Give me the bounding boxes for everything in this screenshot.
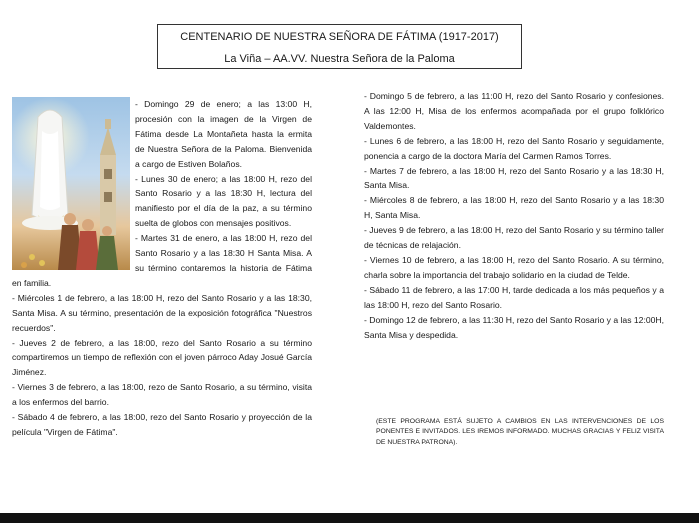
list-item: - Miércoles 1 de febrero, a las 18:00 H, rezo del Santo Rosario y a las 18:30, Santa Misa. A su término, presentación de la exposición fotográfica "Nuestros recuerdos".: [12, 292, 312, 333]
list-item: - Miércoles 8 de febrero, a las 18:00 H, rezo del Santo Rosario y a las 18:30 H, Santa Misa.: [364, 195, 664, 221]
list-item: - Domingo 29 de enero; a las 13:00 H, procesión con la imagen de la Virgen de Fátima desde La Montañeta hasta la ermita de Nuestra Señora de la Paloma. Bienvenida a cargo de Estiven Bolaños.: [135, 99, 312, 169]
list-item: - Viernes 3 de febrero, a las 18:00, rezo de Santo Rosario, a su término, visita a los enfermos del barrio.: [12, 382, 312, 408]
bottom-bar: [0, 513, 699, 523]
list-item: - Lunes 30 de enero; a las 18:00 H, rezo del Santo Rosario y a las 18:30 H, lectura del manifiesto por el día de la paz, a su término suelta de globos con mensajes positivos.: [135, 173, 312, 229]
title-box: [157, 24, 522, 69]
list-item: - Sábado 11 de febrero, a las 17:00 H, tarde dedicada a los más pequeños y a las 18:00 H, rezo del Santo Rosario.: [364, 284, 664, 310]
list-item: - Sábado 4 de febrero, a las 18:00, rezo del Santo Rosario y proyección de la película "Virgen de Fátima".: [12, 412, 312, 437]
list-item: - Martes 31 de enero, a las 18:00 H, rezo del Santo Rosario y a las 18:30 H Santa Misa. A su término contaremos la historia de Fátima en familia.: [12, 233, 312, 288]
list-item: - Viernes 10 de febrero, a las 18:00 H, rezo del Santo Rosario. A su término, charla sobre la importancia del trabajo solidario en la ciudad de Telde.: [364, 254, 664, 280]
list-item: - Lunes 6 de febrero, a las 18:00 H, rezo del Santo Rosario y seguidamente, ponencia a cargo de la doctora María del Carmen Ramos Torres.: [364, 135, 664, 161]
page-title: CENTENARIO DE NUESTRA SEÑORA DE FÁTIMA (1917-2017): [180, 31, 499, 43]
list-item: - Domingo 5 de febrero, a las 11:00 H, rezo del Santo Rosario y confesiones. A las 12:00 H, Misa de los enfermos acompañada por el grupo folklórico Valdemontes.: [364, 91, 664, 131]
list-item: - Domingo 12 de febrero, a las 11:30 H, rezo del Santo Rosario y a las 12:00H, Santa Misa y despedida.: [364, 314, 664, 340]
schedule-left-column: [12, 97, 312, 440]
schedule-right-column: [364, 89, 664, 342]
page-subtitle: La Viña – AA.VV. Nuestra Señora de la Paloma: [224, 53, 455, 65]
disclaimer-note: (ESTE PROGRAMA ESTÁ SUJETO A CAMBIOS EN LAS INTERVENCIONES DE LOS PONENTES E INVITADOS. LES IREMOS INFORMADO. MUCHAS GRACIAS Y FELIZ VISITA DE NUESTRA PATRONA).: [376, 418, 664, 446]
list-item: - Jueves 2 de febrero, a las 18:00, rezo del Santo Rosario a su término compartiremos un tiempo de reflexión con el joven párroco Aday Josué García Jiménez.: [12, 337, 312, 378]
list-item: - Jueves 9 de febrero, a las 18:00 H, rezo del Santo Rosario y su término taller de técnicas de relajación.: [364, 225, 664, 251]
list-item: - Martes 7 de febrero, a las 18:00 H, rezo del Santo Rosario y a las 18:30 H, Santa Misa.: [364, 165, 664, 191]
